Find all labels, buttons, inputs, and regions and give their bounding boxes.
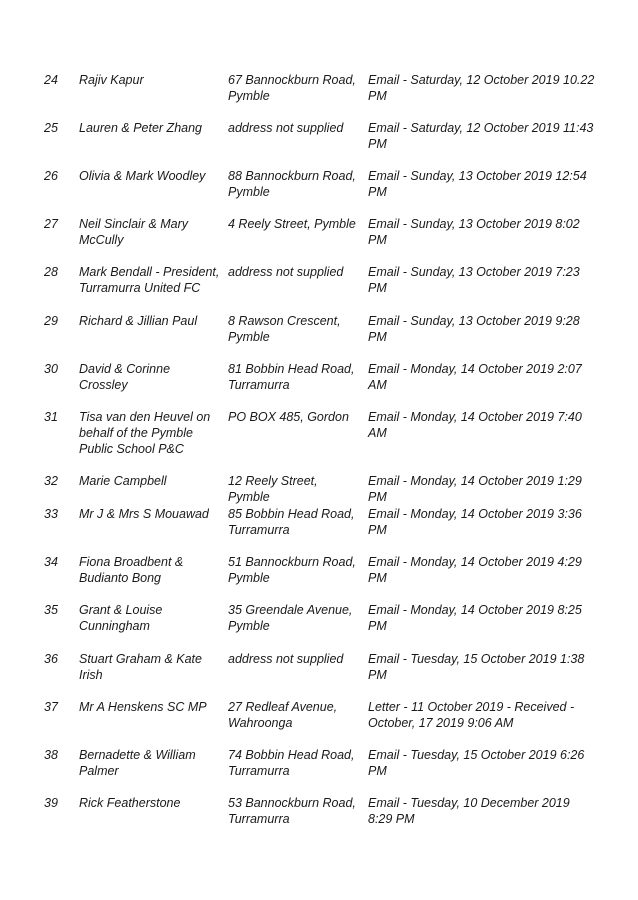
submitter-address: 51 Bannockburn Road, Pymble (228, 555, 356, 585)
row-number: 25 (44, 121, 58, 135)
row-number: 27 (44, 217, 58, 231)
submission-details: Email - Tuesday, 15 October 2019 1:38 PM (368, 652, 585, 682)
submission-details: Email - Monday, 14 October 2019 8:25 PM (368, 603, 582, 633)
submission-details: Email - Monday, 14 October 2019 1:29 PM (368, 474, 582, 504)
submitter-address: 4 Reely Street, Pymble (228, 217, 356, 231)
submission-details: Email - Monday, 14 October 2019 2:07 AM (368, 362, 582, 392)
submission-details: Email - Saturday, 12 October 2019 11:43 PM (368, 121, 594, 151)
submission-details: Email - Monday, 14 October 2019 4:29 PM (368, 555, 582, 585)
row-number: 30 (44, 362, 58, 376)
submitter-name: Mr J & Mrs S Mouawad (79, 507, 209, 521)
row-number: 28 (44, 265, 58, 279)
row-number: 26 (44, 169, 58, 183)
submitter-name: Neil Sinclair & Mary McCully (79, 217, 189, 247)
submitter-address: 85 Bobbin Head Road, Turramurra (228, 507, 355, 537)
submitter-name: Rajiv Kapur (79, 73, 144, 87)
submitter-name: Tisa van den Heuvel on behalf of the Pymble Public School P&C (79, 410, 211, 456)
submitter-name: Rick Featherstone (79, 796, 181, 810)
submitter-name: Grant & Louise Cunningham (79, 603, 163, 633)
submitter-name: Marie Campbell (79, 474, 167, 488)
submitter-address: 88 Bannockburn Road, Pymble (228, 169, 356, 199)
submitter-address: address not supplied (228, 265, 344, 279)
submitter-address: 35 Greendale Avenue, Pymble (228, 603, 353, 633)
submitter-name: Bernadette & William Palmer (79, 748, 196, 778)
submission-details: Letter - 11 October 2019 - Received - October, 17 2019 9:06 AM (368, 700, 575, 730)
submission-details: Email - Sunday, 13 October 2019 8:02 PM (368, 217, 580, 247)
submitter-name: Fiona Broadbent & Budianto Bong (79, 555, 184, 585)
submitter-address: 12 Reely Street, Pymble (228, 474, 318, 504)
submitter-name: Olivia & Mark Woodley (79, 169, 206, 183)
row-number: 31 (44, 410, 58, 424)
submission-details: Email - Sunday, 13 October 2019 9:28 PM (368, 314, 580, 344)
submitter-address: PO BOX 485, Gordon (228, 410, 349, 424)
submitter-address: address not supplied (228, 652, 344, 666)
submission-details: Email - Tuesday, 15 October 2019 6:26 PM (368, 748, 585, 778)
submitter-address: 27 Redleaf Avenue, Wahroonga (228, 700, 338, 730)
row-number: 34 (44, 555, 58, 569)
submission-details: Email - Monday, 14 October 2019 7:40 AM (368, 410, 582, 440)
submitter-address: 81 Bobbin Head Road, Turramurra (228, 362, 355, 392)
submitter-name: Stuart Graham & Kate Irish (79, 652, 202, 682)
submission-details: Email - Sunday, 13 October 2019 7:23 PM (368, 265, 580, 295)
submitter-address: address not supplied (228, 121, 344, 135)
row-number: 24 (44, 73, 58, 87)
submitter-name: Lauren & Peter Zhang (79, 121, 202, 135)
submission-details: Email - Sunday, 13 October 2019 12:54 PM (368, 169, 587, 199)
submitter-address: 67 Bannockburn Road, Pymble (228, 73, 356, 103)
submitter-name: Mark Bendall - President, Turramurra United FC (79, 265, 220, 295)
row-number: 33 (44, 507, 58, 521)
submission-details: Email - Saturday, 12 October 2019 10.22 PM (368, 73, 595, 103)
row-number: 39 (44, 796, 58, 810)
row-number: 32 (44, 474, 58, 488)
submitter-address: 53 Bannockburn Road, Turramurra (228, 796, 356, 826)
submitter-address: 8 Rawson Crescent, Pymble (228, 314, 341, 344)
row-number: 29 (44, 314, 58, 328)
submission-details: Email - Monday, 14 October 2019 3:36 PM (368, 507, 582, 537)
submission-details: Email - Tuesday, 10 December 2019 8:29 PM (368, 796, 570, 826)
submitter-name: Richard & Jillian Paul (79, 314, 198, 328)
submitter-name: Mr A Henskens SC MP (79, 700, 207, 714)
submitter-address: 74 Bobbin Head Road, Turramurra (228, 748, 355, 778)
row-number: 37 (44, 700, 58, 714)
row-number: 35 (44, 603, 58, 617)
row-number: 36 (44, 652, 58, 666)
row-number: 38 (44, 748, 58, 762)
submitter-name: David & Corinne Crossley (79, 362, 171, 392)
